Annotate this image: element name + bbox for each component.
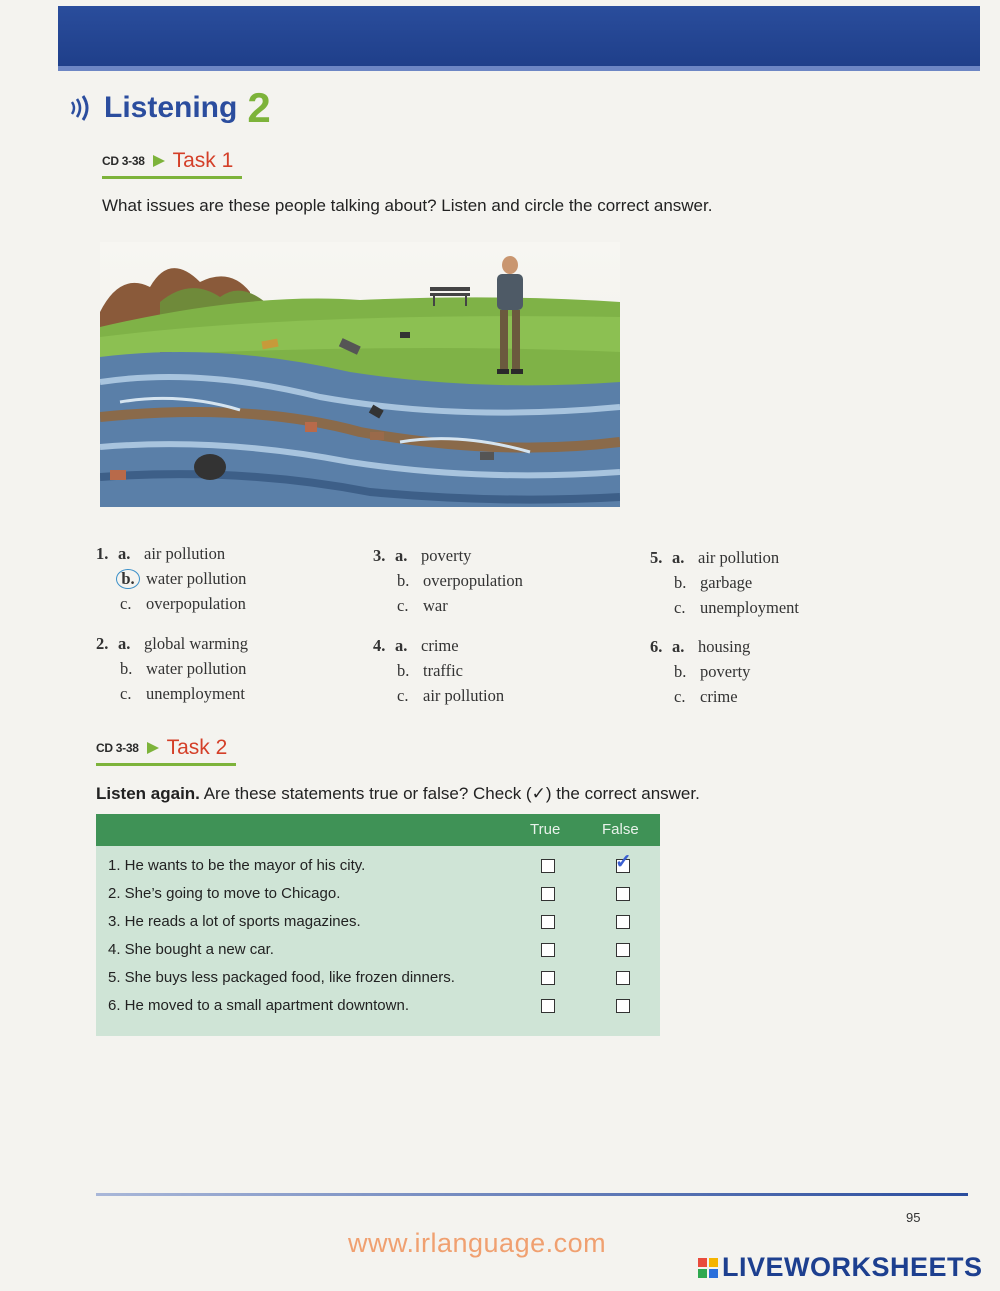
question-6 <box>650 634 750 709</box>
column-false-header: False <box>602 821 639 838</box>
false-checkbox[interactable] <box>616 971 630 985</box>
task1-title: Task 1 <box>172 149 234 172</box>
task1-heading <box>102 146 242 179</box>
question-6-option-b[interactable]: b. poverty <box>674 661 751 681</box>
task2-cd-label: CD 3-38 <box>96 741 139 755</box>
question-4-option-b[interactable]: b. traffic <box>397 660 464 680</box>
table-row: 2. She’s going to move to Chicago. <box>96 880 660 908</box>
question-2-option-a[interactable]: 2. a. global warming <box>96 633 249 653</box>
section-word: Listening <box>104 91 238 124</box>
logo-grid-icon <box>698 1258 718 1278</box>
table-row: 6. He moved to a small apartment downtown. <box>96 992 660 1020</box>
column-true-header: True <box>530 821 561 838</box>
true-checkbox[interactable] <box>541 943 555 957</box>
question-6-option-a[interactable]: 6. a. housing <box>650 636 751 656</box>
liveworksheets-logo <box>698 1252 983 1283</box>
task1-instruction: What issues are these people talking about? Listen and circle the correct answer. <box>102 196 713 215</box>
footer-rule <box>96 1193 968 1196</box>
true-checkbox[interactable] <box>541 971 555 985</box>
true-false-table <box>96 814 660 1036</box>
false-checkbox[interactable] <box>616 915 630 929</box>
question-5-option-b[interactable]: b. garbage <box>674 572 753 592</box>
question-2-option-b[interactable]: b. water pollution <box>120 658 247 678</box>
question-3-option-a[interactable]: 3. a. poverty <box>373 545 472 565</box>
section-number: 2 <box>247 84 271 131</box>
question-3-option-c[interactable]: c. war <box>397 595 448 615</box>
question-2 <box>96 631 248 706</box>
section-title <box>68 86 271 130</box>
question-5 <box>650 545 799 620</box>
false-checkbox[interactable] <box>616 999 630 1013</box>
question-3 <box>373 543 523 618</box>
false-checkbox[interactable] <box>616 887 630 901</box>
question-5-option-a[interactable]: 5. a. air pollution <box>650 547 780 567</box>
task2-instruction-bold: Listen again. <box>96 784 200 803</box>
question-4 <box>373 633 504 708</box>
site-watermark[interactable]: www.irlanguage.com <box>348 1228 607 1258</box>
table-header <box>96 814 660 846</box>
header-bar-edge <box>58 66 980 71</box>
task1-underline <box>102 176 242 179</box>
task2-underline <box>96 763 236 766</box>
polluted-river-illustration <box>100 242 620 507</box>
question-4-option-c[interactable]: c. air pollution <box>397 685 505 705</box>
table-row: 3. He reads a lot of sports magazines. <box>96 908 660 936</box>
check-mark-icon: ✓ <box>615 851 632 873</box>
true-checkbox[interactable] <box>541 999 555 1013</box>
logo-text: LIVEWORKSHEETS <box>722 1252 983 1282</box>
question-1-option-c[interactable]: c. overpopulation <box>120 593 246 613</box>
true-checkbox[interactable] <box>541 887 555 901</box>
question-5-option-c[interactable]: c. unemployment <box>674 597 799 617</box>
true-checkbox[interactable] <box>541 859 555 873</box>
table-row: 1. He wants to be the mayor of his city. ✓ <box>108 851 632 874</box>
task2-heading <box>96 733 236 766</box>
task2-instruction <box>96 784 700 804</box>
question-4-option-a[interactable]: 4. a. crime <box>373 635 459 655</box>
table-row: 4. She bought a new car. <box>96 936 660 964</box>
answer-circle: b. <box>116 569 140 589</box>
question-1-option-a[interactable]: 1. a. air pollution <box>96 543 226 563</box>
table-row: 5. She buys less packaged food, like frozen dinners. <box>96 964 660 992</box>
question-6-option-c[interactable]: c. crime <box>674 686 738 706</box>
question-3-option-b[interactable]: b. overpopulation <box>397 570 523 590</box>
question-1-option-b[interactable]: b. water pollution <box>96 566 246 591</box>
task1-cd-label: CD 3-38 <box>102 154 145 168</box>
false-checkbox[interactable] <box>616 943 630 957</box>
question-1 <box>96 541 246 616</box>
true-checkbox[interactable] <box>541 915 555 929</box>
task2-instruction-rest: Are these statements true or false? Check (✓) the correct answer. <box>199 784 700 803</box>
play-arrow-icon <box>151 153 167 169</box>
false-checkbox[interactable] <box>615 851 632 873</box>
question-2-option-c[interactable]: c. unemployment <box>120 683 245 703</box>
header-bar <box>58 6 980 66</box>
ghost-show-through <box>740 86 751 129</box>
task2-title: Task 2 <box>166 736 228 759</box>
sound-waves-icon <box>68 93 100 123</box>
play-arrow-icon <box>145 740 161 756</box>
page-number: 95 <box>906 1210 921 1225</box>
